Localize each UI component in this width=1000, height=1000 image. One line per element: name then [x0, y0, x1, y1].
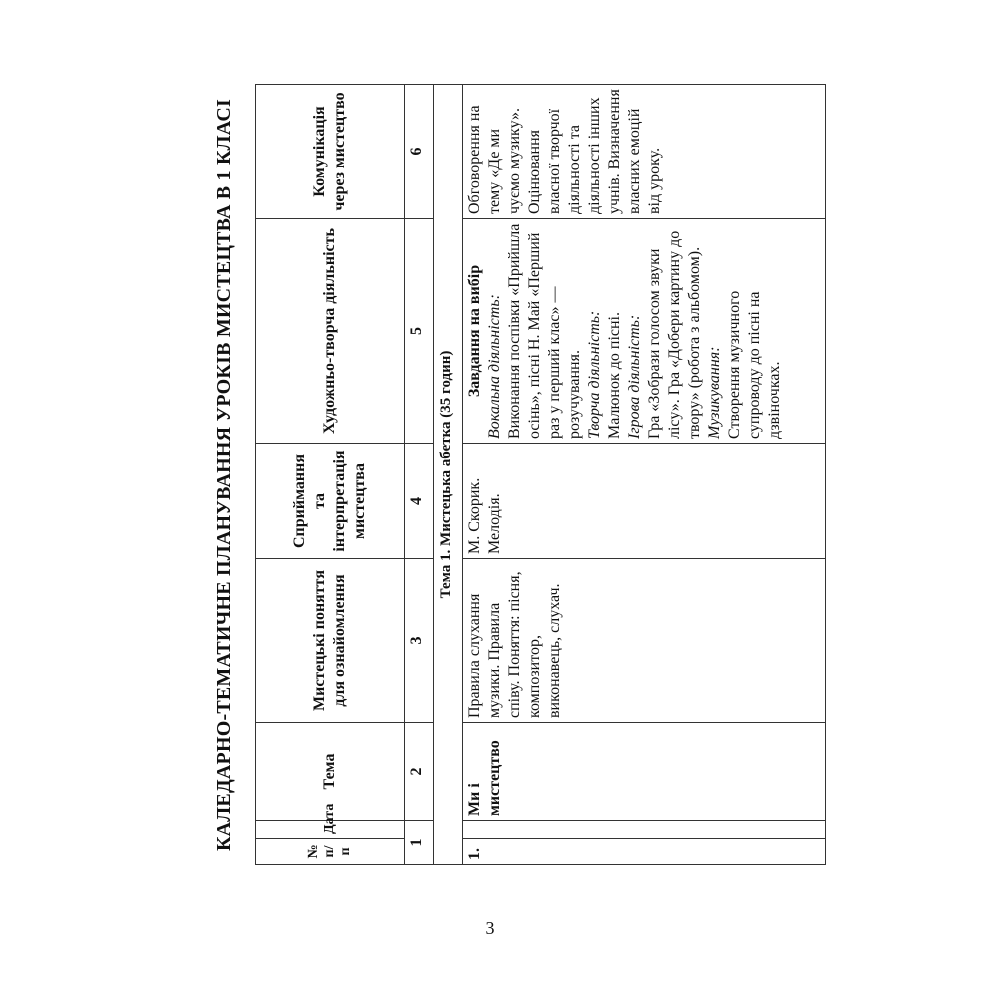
header-row [256, 85, 405, 865]
art-activity-text: Малюнок до пісні. [606, 312, 623, 439]
rotated-content [210, 85, 783, 865]
page-number: 3 [485, 918, 495, 938]
lesson-concepts: Правила слухання музики. Правила співу. Поняття: пісня, композитор, виконавець, слухач. [463, 559, 826, 723]
lesson-date [463, 821, 826, 839]
creative-choice-title: Завдання на вибір [466, 264, 483, 398]
lesson-perception: М. Скорик. Мелодія. [463, 444, 826, 559]
header-date: Дата [256, 821, 405, 839]
lesson-communication: Обговорення на тему «Де ми чуємо музику». Оцінювання власної творчої діяльності та діяльності інших учнів. Визначення власних емоцій від уроку. [463, 85, 826, 219]
header-communication: Комунікація через мистецтво [256, 85, 405, 219]
column-number-4: 4 [405, 444, 434, 559]
document-title: КАЛЕДАРНО-ТЕМАТИЧНЕ ПЛАНУВАННЯ УРОКІВ МИСТЕЦТВА В 1 КЛАСІ [213, 98, 235, 852]
topic-title: Тема 1. Мистецька абетка (35 годин) [434, 85, 463, 865]
header-creative: Художньо-творча діяльність [256, 219, 405, 444]
art-activity-label: Творча діяльність: [586, 310, 603, 439]
lesson-number: 1. [463, 839, 826, 865]
lesson-row [463, 85, 826, 865]
header-concepts: Мистецькі поняття для ознайомлення [256, 559, 405, 723]
header-number: № п/п [256, 839, 405, 865]
column-number-6: 6 [405, 85, 434, 219]
vocal-activity-label: Вокальна діяльність: [486, 294, 503, 439]
column-number-5: 5 [405, 219, 434, 444]
music-activity-text: Створення музичного супроводу до пісні на дзвіночках. [726, 290, 783, 439]
lesson-theme: Ми і мистецтво [463, 723, 826, 821]
planning-table [255, 84, 826, 865]
vocal-activity-text: Виконання поспівки «Прийшла осінь», пісні Н. Май «Перший раз у перший клас» — розучування. [506, 223, 583, 439]
game-activity-text: Гра «Зобрази голосом звуки лісу». Гра «Добери картину до твору» (робота з альбомом). [646, 230, 703, 439]
topic-row [434, 85, 463, 865]
game-activity-label: Ігрова діяльність: [626, 314, 643, 439]
header-theme: Тема [256, 723, 405, 821]
column-number-2: 2 [405, 723, 434, 821]
music-activity-label: Музикування: [706, 346, 723, 439]
column-number-3: 3 [405, 559, 434, 723]
header-perception: Сприймання та інтерпретація мистецтва [256, 444, 405, 559]
lesson-creative [463, 219, 826, 444]
column-number-row [405, 85, 434, 865]
column-number-1: 1 [405, 821, 434, 865]
